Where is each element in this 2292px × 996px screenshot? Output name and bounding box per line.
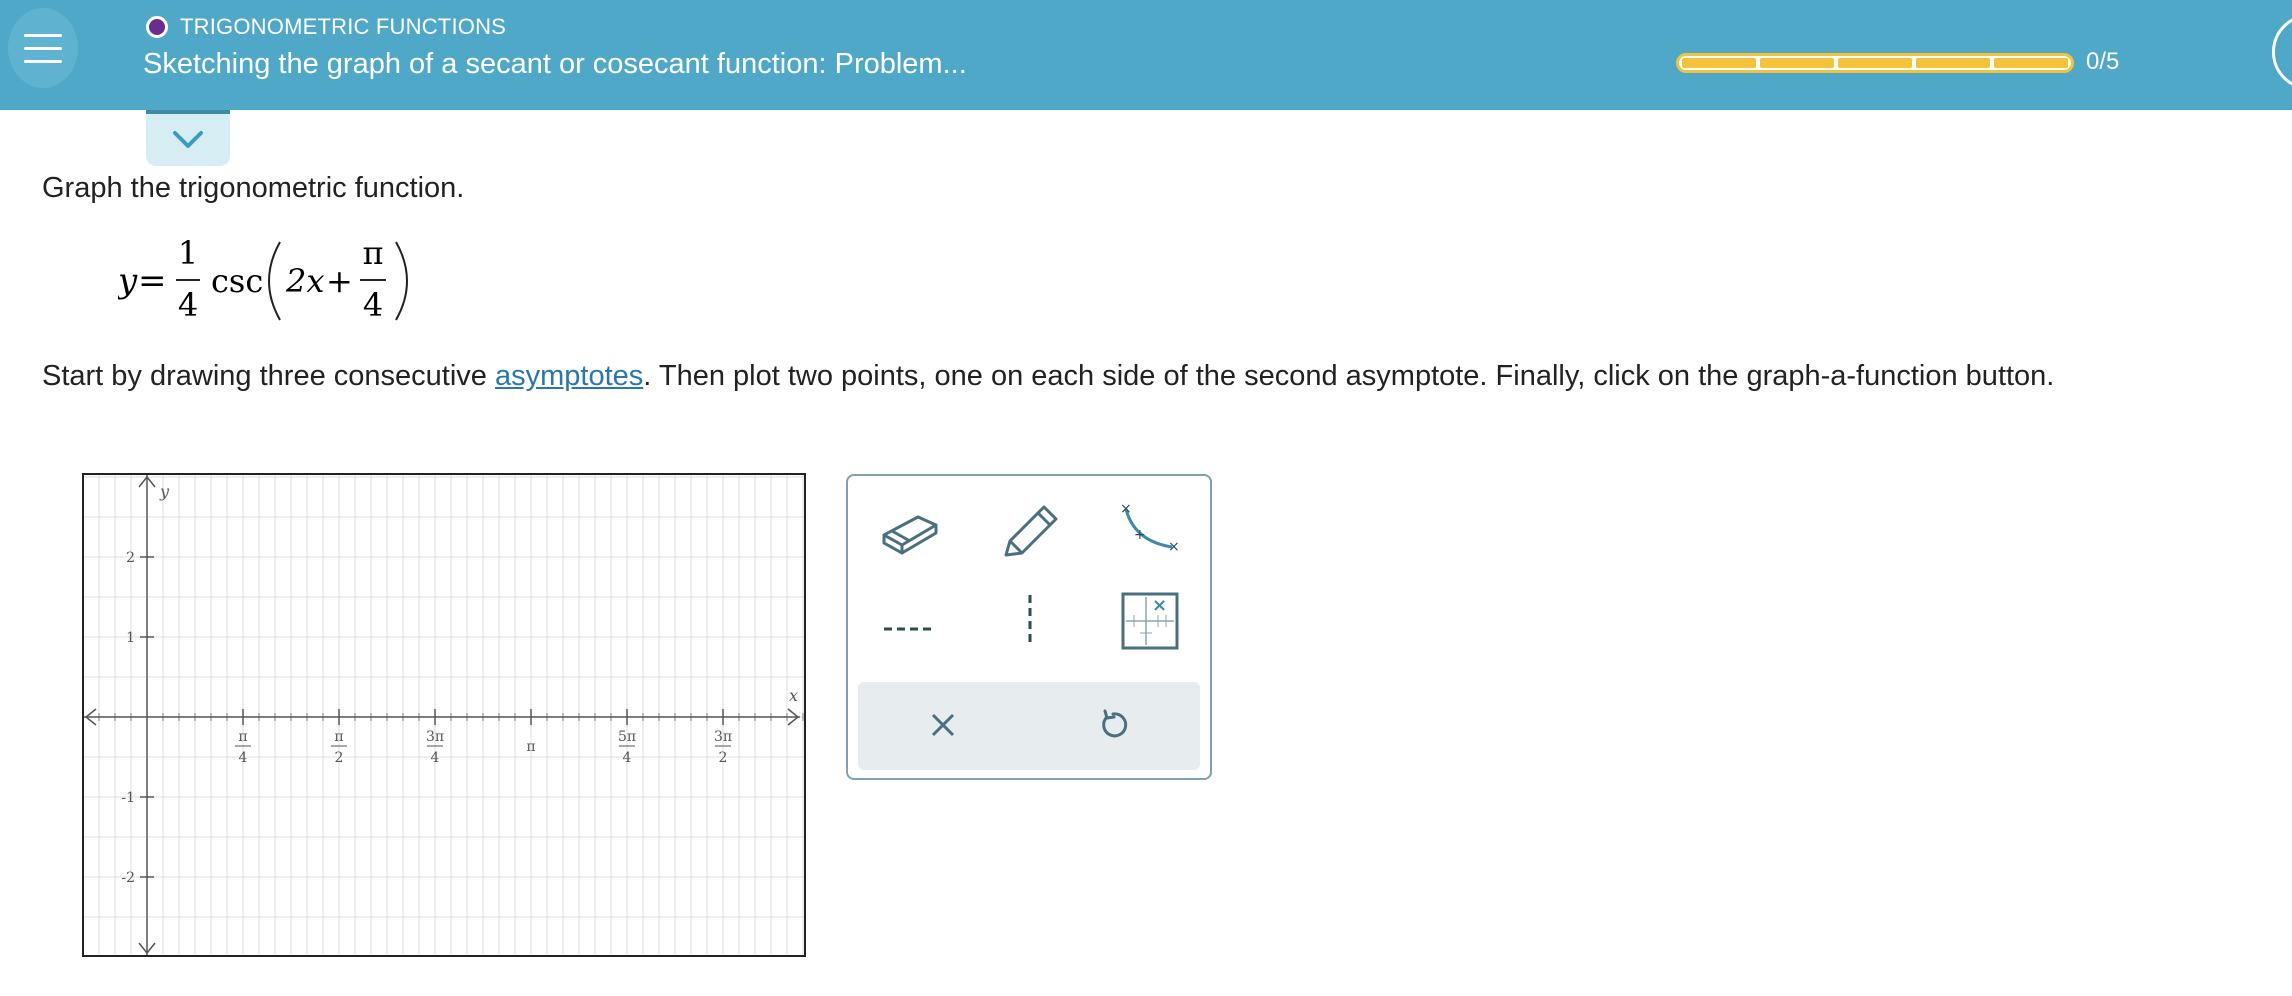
graph-canvas[interactable]	[82, 473, 806, 957]
clear-button[interactable]	[903, 690, 983, 760]
point-curve-icon	[1118, 501, 1182, 561]
pencil-icon	[998, 501, 1062, 561]
right-paren	[396, 242, 407, 320]
formula-coef-numerator: 1	[177, 234, 199, 272]
left-paren	[269, 242, 280, 320]
svg-text:+: +	[1134, 527, 1146, 543]
horizontal-asymptote-tool-button[interactable]	[870, 594, 950, 664]
progress-segment	[1916, 58, 1990, 68]
chevron-down-icon	[171, 129, 205, 151]
graph-function-tool-button[interactable]	[1110, 586, 1190, 656]
undo-button[interactable]	[1073, 690, 1153, 760]
y-tick-label: 1	[126, 630, 135, 646]
instructions-text: Start by drawing three consecutive	[42, 360, 495, 392]
function-formula	[118, 234, 438, 334]
y-axis	[139, 475, 155, 955]
plot-points-tool-button[interactable]	[1110, 496, 1190, 566]
formula-coef-denominator: 4	[177, 286, 199, 324]
asymptotes-link[interactable]: asymptotes	[494, 360, 644, 392]
y-tick-label: -2	[121, 870, 135, 886]
x-tick-label-denominator: 2	[334, 750, 344, 766]
formula-pi-denominator: 4	[362, 286, 384, 324]
x-tick-label-denominator: 4	[238, 750, 248, 766]
hamburger-line	[24, 60, 62, 63]
vertical-asymptote-tool-button[interactable]	[990, 586, 1070, 656]
clear-icon	[928, 710, 958, 740]
instructions	[42, 360, 2054, 393]
menu-button[interactable]	[8, 8, 78, 88]
problem-prompt: Graph the trigonometric function.	[42, 172, 465, 204]
header-bar	[0, 0, 2292, 110]
account-button[interactable]	[2272, 14, 2292, 90]
formula-plus: +	[326, 262, 353, 300]
toolbox-actions	[858, 682, 1200, 770]
x-tick-label-denominator: 4	[430, 750, 440, 766]
progress-count: 0/5	[2086, 48, 2120, 75]
progress-segment	[1838, 58, 1912, 68]
graph-function-icon	[1120, 591, 1180, 651]
y-tick-label: 2	[126, 550, 135, 566]
formula-inner-term: 2x	[286, 262, 325, 300]
x-tick-label-denominator: 4	[622, 750, 632, 766]
horizontal-asymptote-icon	[878, 614, 942, 644]
x-tick-label-numerator: 5π	[617, 729, 637, 745]
progress-segment	[1994, 58, 2068, 68]
x-tick-label-numerator: 3π	[713, 729, 733, 745]
topic-label: TRIGONOMETRIC FUNCTIONS	[180, 14, 507, 39]
x-tick-label-numerator: 3π	[425, 729, 445, 745]
x-axis-label: x	[789, 686, 799, 705]
formula-function: csc	[211, 262, 264, 300]
y-ticks	[121, 550, 154, 886]
y-tick-label: -1	[121, 790, 135, 806]
x-tick-label-numerator: π	[238, 729, 248, 745]
svg-text:×: ×	[1152, 595, 1168, 616]
x-axis	[84, 709, 800, 725]
formula-pi-numerator: π	[362, 234, 384, 272]
collapse-toggle[interactable]	[146, 110, 230, 166]
topic-status-dot	[146, 16, 168, 38]
x-tick-label-numerator: π	[334, 729, 344, 745]
undo-icon	[1096, 708, 1130, 742]
topic-row	[146, 14, 506, 40]
svg-text:×: ×	[1120, 501, 1132, 517]
vertical-asymptote-icon	[1020, 591, 1040, 651]
x-tick-label: π	[526, 739, 536, 755]
hamburger-line	[24, 47, 62, 50]
graph-toolbox	[846, 474, 1212, 780]
x-tick-label-denominator: 2	[718, 750, 728, 766]
grid	[84, 475, 804, 955]
eraser-icon	[878, 505, 942, 557]
hamburger-line	[24, 34, 62, 37]
graph-svg[interactable]	[84, 475, 804, 955]
eraser-tool-button[interactable]	[870, 496, 950, 566]
instructions-text: . Then plot two points, one on each side of the second asymptote. Finally, click on the graph-a-function button.	[643, 360, 2055, 392]
progress-segment	[1682, 58, 1756, 68]
pencil-tool-button[interactable]	[990, 496, 1070, 566]
progress-segment	[1760, 58, 1834, 68]
svg-text:×: ×	[1168, 539, 1180, 555]
formula-lhs: y	[118, 261, 138, 301]
y-axis-label: y	[160, 482, 170, 501]
formula-equals: =	[138, 261, 167, 301]
progress-bar	[1676, 53, 2074, 73]
lesson-title: Sketching the graph of a secant or cosecant function: Problem...	[143, 48, 967, 80]
